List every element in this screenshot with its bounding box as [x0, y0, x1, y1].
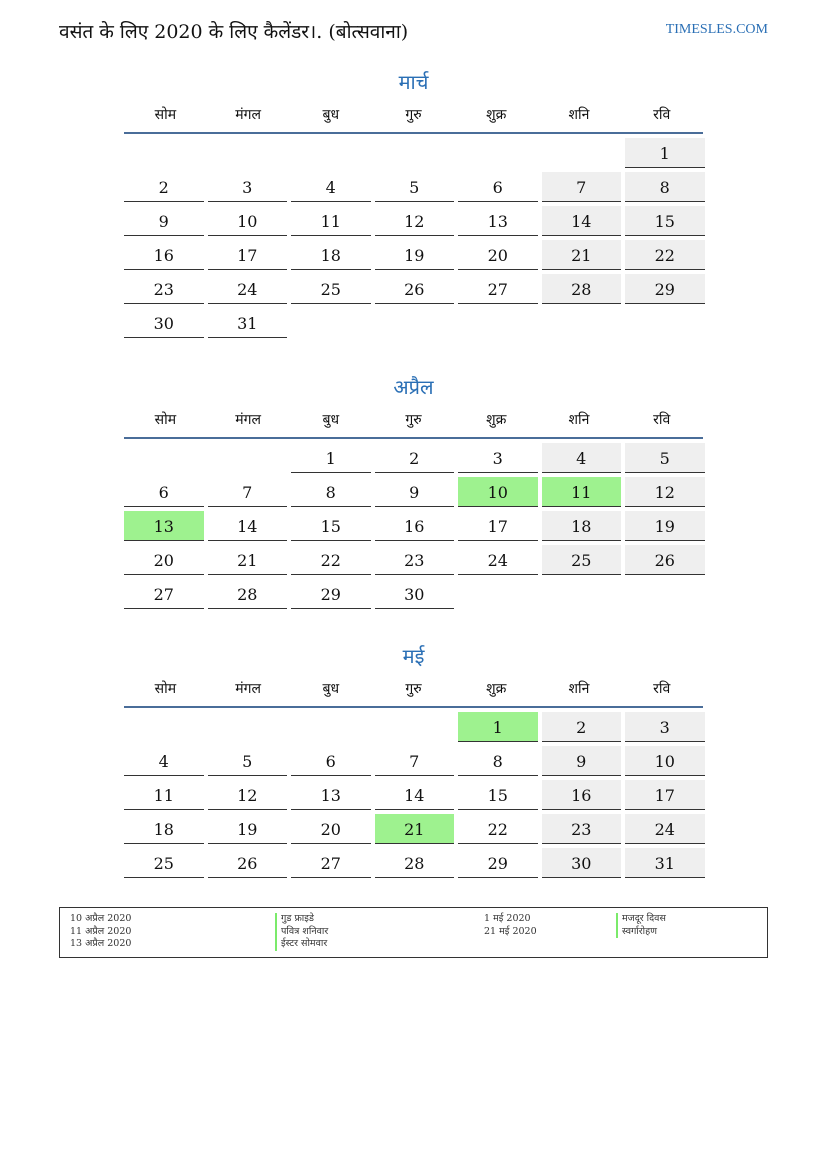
day-cell[interactable]: 18: [542, 511, 622, 541]
day-cell[interactable]: 10: [208, 206, 288, 236]
day-grid: [124, 443, 703, 609]
empty-cell: [625, 579, 705, 609]
day-grid: [124, 712, 703, 878]
month-name: मार्च: [398, 70, 429, 94]
weekday-label: शुक्र: [486, 412, 507, 428]
weekday-label: बुध: [322, 412, 340, 428]
day-cell[interactable]: 13: [124, 511, 204, 541]
day-cell[interactable]: 30: [375, 579, 455, 609]
day-cell[interactable]: 5: [208, 746, 288, 776]
weekday-label: मंगल: [235, 681, 261, 697]
day-cell[interactable]: 27: [291, 848, 371, 878]
weekday-label: रवि: [653, 412, 671, 428]
day-cell[interactable]: 30: [124, 308, 204, 338]
day-cell[interactable]: 12: [375, 206, 455, 236]
legend-dates-col1: [70, 913, 131, 951]
day-cell[interactable]: 13: [291, 780, 371, 810]
weekday-label: गुरु: [405, 681, 422, 697]
day-cell[interactable]: 9: [375, 477, 455, 507]
weekday-label: रवि: [653, 681, 671, 697]
day-cell[interactable]: 14: [208, 511, 288, 541]
legend-names-col1: [275, 913, 328, 951]
legend-date: 13 अप्रैल 2020: [70, 938, 132, 949]
day-cell[interactable]: 23: [542, 814, 622, 844]
day-cell[interactable]: 25: [124, 848, 204, 878]
day-cell[interactable]: 4: [124, 746, 204, 776]
empty-cell: [124, 443, 204, 473]
day-grid: [124, 138, 703, 338]
page-title: वसंत के लिए 2020 के लिए कैलेंडर।. (बोत्सवाना): [59, 21, 409, 43]
day-cell[interactable]: 11: [542, 477, 622, 507]
legend-holiday-name: मजदूर दिवस: [616, 913, 666, 926]
empty-cell: [458, 308, 538, 338]
day-cell[interactable]: 18: [124, 814, 204, 844]
day-cell[interactable]: 7: [542, 172, 622, 202]
empty-cell: [542, 138, 622, 168]
day-cell[interactable]: 23: [124, 274, 204, 304]
day-cell[interactable]: 13: [458, 206, 538, 236]
day-cell[interactable]: 4: [542, 443, 622, 473]
day-cell[interactable]: 3: [458, 443, 538, 473]
brand-link[interactable]: TIMESLES.COM: [665, 22, 768, 37]
day-cell[interactable]: 15: [625, 206, 705, 236]
day-cell[interactable]: 24: [208, 274, 288, 304]
month-name: अप्रैल: [393, 375, 434, 399]
legend-holiday-name: ईस्टर सोमवार: [275, 938, 328, 951]
weekday-label: गुरु: [405, 107, 422, 123]
month-april: [124, 373, 703, 609]
day-cell[interactable]: 11: [291, 206, 371, 236]
day-cell[interactable]: 17: [625, 780, 705, 810]
legend-date: 10 अप्रैल 2020: [70, 913, 132, 924]
day-cell[interactable]: 5: [375, 172, 455, 202]
day-cell[interactable]: 8: [625, 172, 705, 202]
month-march: [124, 68, 703, 338]
day-cell[interactable]: 7: [375, 746, 455, 776]
weekday-label: रवि: [653, 107, 671, 123]
month-name: मई: [402, 644, 425, 668]
day-cell[interactable]: 27: [458, 274, 538, 304]
day-cell[interactable]: 29: [625, 274, 705, 304]
day-cell[interactable]: 21: [375, 814, 455, 844]
day-cell[interactable]: 25: [291, 274, 371, 304]
day-cell[interactable]: 24: [458, 545, 538, 575]
day-cell[interactable]: 10: [458, 477, 538, 507]
day-cell[interactable]: 18: [291, 240, 371, 270]
weekday-label: गुरु: [405, 412, 422, 428]
day-cell[interactable]: 7: [208, 477, 288, 507]
holiday-legend: [59, 907, 768, 958]
weekday-label: सोम: [154, 412, 177, 428]
day-cell[interactable]: 26: [375, 274, 455, 304]
day-cell[interactable]: 17: [458, 511, 538, 541]
day-cell[interactable]: 17: [208, 240, 288, 270]
day-cell[interactable]: 26: [208, 848, 288, 878]
empty-cell: [291, 138, 371, 168]
day-cell[interactable]: 31: [208, 308, 288, 338]
weekday-label: शनि: [568, 412, 590, 428]
day-cell[interactable]: 6: [291, 746, 371, 776]
day-cell[interactable]: 20: [458, 240, 538, 270]
day-cell[interactable]: 19: [625, 511, 705, 541]
day-cell[interactable]: 9: [542, 746, 622, 776]
day-cell[interactable]: 2: [124, 172, 204, 202]
empty-cell: [542, 579, 622, 609]
day-cell[interactable]: 23: [375, 545, 455, 575]
weekday-label: सोम: [154, 107, 177, 123]
day-cell[interactable]: 25: [542, 545, 622, 575]
day-cell[interactable]: 27: [124, 579, 204, 609]
legend-date: 21 मई 2020: [484, 925, 537, 937]
day-cell[interactable]: 20: [291, 814, 371, 844]
weekday-header: [124, 102, 703, 134]
day-cell[interactable]: 12: [625, 477, 705, 507]
weekday-label: मंगल: [235, 412, 261, 428]
empty-cell: [542, 308, 622, 338]
day-cell[interactable]: 20: [124, 545, 204, 575]
day-cell[interactable]: 1: [625, 138, 705, 168]
weekday-label: शुक्र: [486, 107, 507, 123]
day-cell[interactable]: 2: [375, 443, 455, 473]
empty-cell: [208, 138, 288, 168]
empty-cell: [625, 308, 705, 338]
legend-holiday-name: स्वर्गारोहण: [616, 926, 666, 939]
empty-cell: [458, 138, 538, 168]
day-cell[interactable]: 4: [291, 172, 371, 202]
day-cell[interactable]: 15: [291, 511, 371, 541]
legend-names-col2: [616, 913, 666, 938]
day-cell[interactable]: 3: [208, 172, 288, 202]
empty-cell: [124, 138, 204, 168]
day-cell[interactable]: 16: [124, 240, 204, 270]
weekday-label: शनि: [568, 107, 590, 123]
weekday-label: सोम: [154, 681, 177, 697]
day-cell[interactable]: 21: [208, 545, 288, 575]
day-cell[interactable]: 28: [542, 274, 622, 304]
weekday-label: मंगल: [235, 107, 261, 123]
legend-date: 11 अप्रैल 2020: [70, 925, 132, 937]
legend-date: 1 मई 2020: [484, 913, 531, 924]
weekday-label: शुक्र: [486, 681, 507, 697]
day-cell[interactable]: 9: [124, 206, 204, 236]
day-cell[interactable]: 22: [291, 545, 371, 575]
legend-holiday-name: पवित्र शनिवार: [275, 926, 328, 939]
legend-dates-col2: [484, 913, 537, 938]
day-cell[interactable]: 2: [542, 712, 622, 742]
day-cell[interactable]: 6: [458, 172, 538, 202]
day-cell[interactable]: 31: [625, 848, 705, 878]
empty-cell: [291, 712, 371, 742]
day-cell[interactable]: 1: [458, 712, 538, 742]
day-cell[interactable]: 26: [625, 545, 705, 575]
day-cell[interactable]: 29: [458, 848, 538, 878]
weekday-header: [124, 407, 703, 439]
empty-cell: [208, 712, 288, 742]
day-cell[interactable]: 14: [375, 780, 455, 810]
day-cell[interactable]: 16: [542, 780, 622, 810]
day-cell[interactable]: 11: [124, 780, 204, 810]
month-may: [124, 642, 703, 878]
weekday-label: शनि: [568, 681, 590, 697]
day-cell[interactable]: 8: [458, 746, 538, 776]
empty-cell: [458, 579, 538, 609]
day-cell[interactable]: 29: [291, 579, 371, 609]
day-cell[interactable]: 5: [625, 443, 705, 473]
empty-cell: [208, 443, 288, 473]
day-cell[interactable]: 24: [625, 814, 705, 844]
day-cell[interactable]: 8: [291, 477, 371, 507]
day-cell[interactable]: 22: [625, 240, 705, 270]
day-cell[interactable]: 28: [208, 579, 288, 609]
weekday-header: [124, 676, 703, 708]
day-cell[interactable]: 19: [208, 814, 288, 844]
day-cell[interactable]: 16: [375, 511, 455, 541]
day-cell[interactable]: 10: [625, 746, 705, 776]
empty-cell: [291, 308, 371, 338]
day-cell[interactable]: 22: [458, 814, 538, 844]
weekday-label: बुध: [322, 681, 340, 697]
day-cell[interactable]: 14: [542, 206, 622, 236]
day-cell[interactable]: 1: [291, 443, 371, 473]
empty-cell: [375, 712, 455, 742]
day-cell[interactable]: 21: [542, 240, 622, 270]
weekday-label: बुध: [322, 107, 340, 123]
day-cell[interactable]: 19: [375, 240, 455, 270]
day-cell[interactable]: 15: [458, 780, 538, 810]
day-cell[interactable]: 12: [208, 780, 288, 810]
day-cell[interactable]: 30: [542, 848, 622, 878]
day-cell[interactable]: 3: [625, 712, 705, 742]
legend-holiday-name: गुड फ्राइडे: [275, 913, 328, 926]
empty-cell: [124, 712, 204, 742]
day-cell[interactable]: 28: [375, 848, 455, 878]
empty-cell: [375, 308, 455, 338]
day-cell[interactable]: 6: [124, 477, 204, 507]
empty-cell: [375, 138, 455, 168]
